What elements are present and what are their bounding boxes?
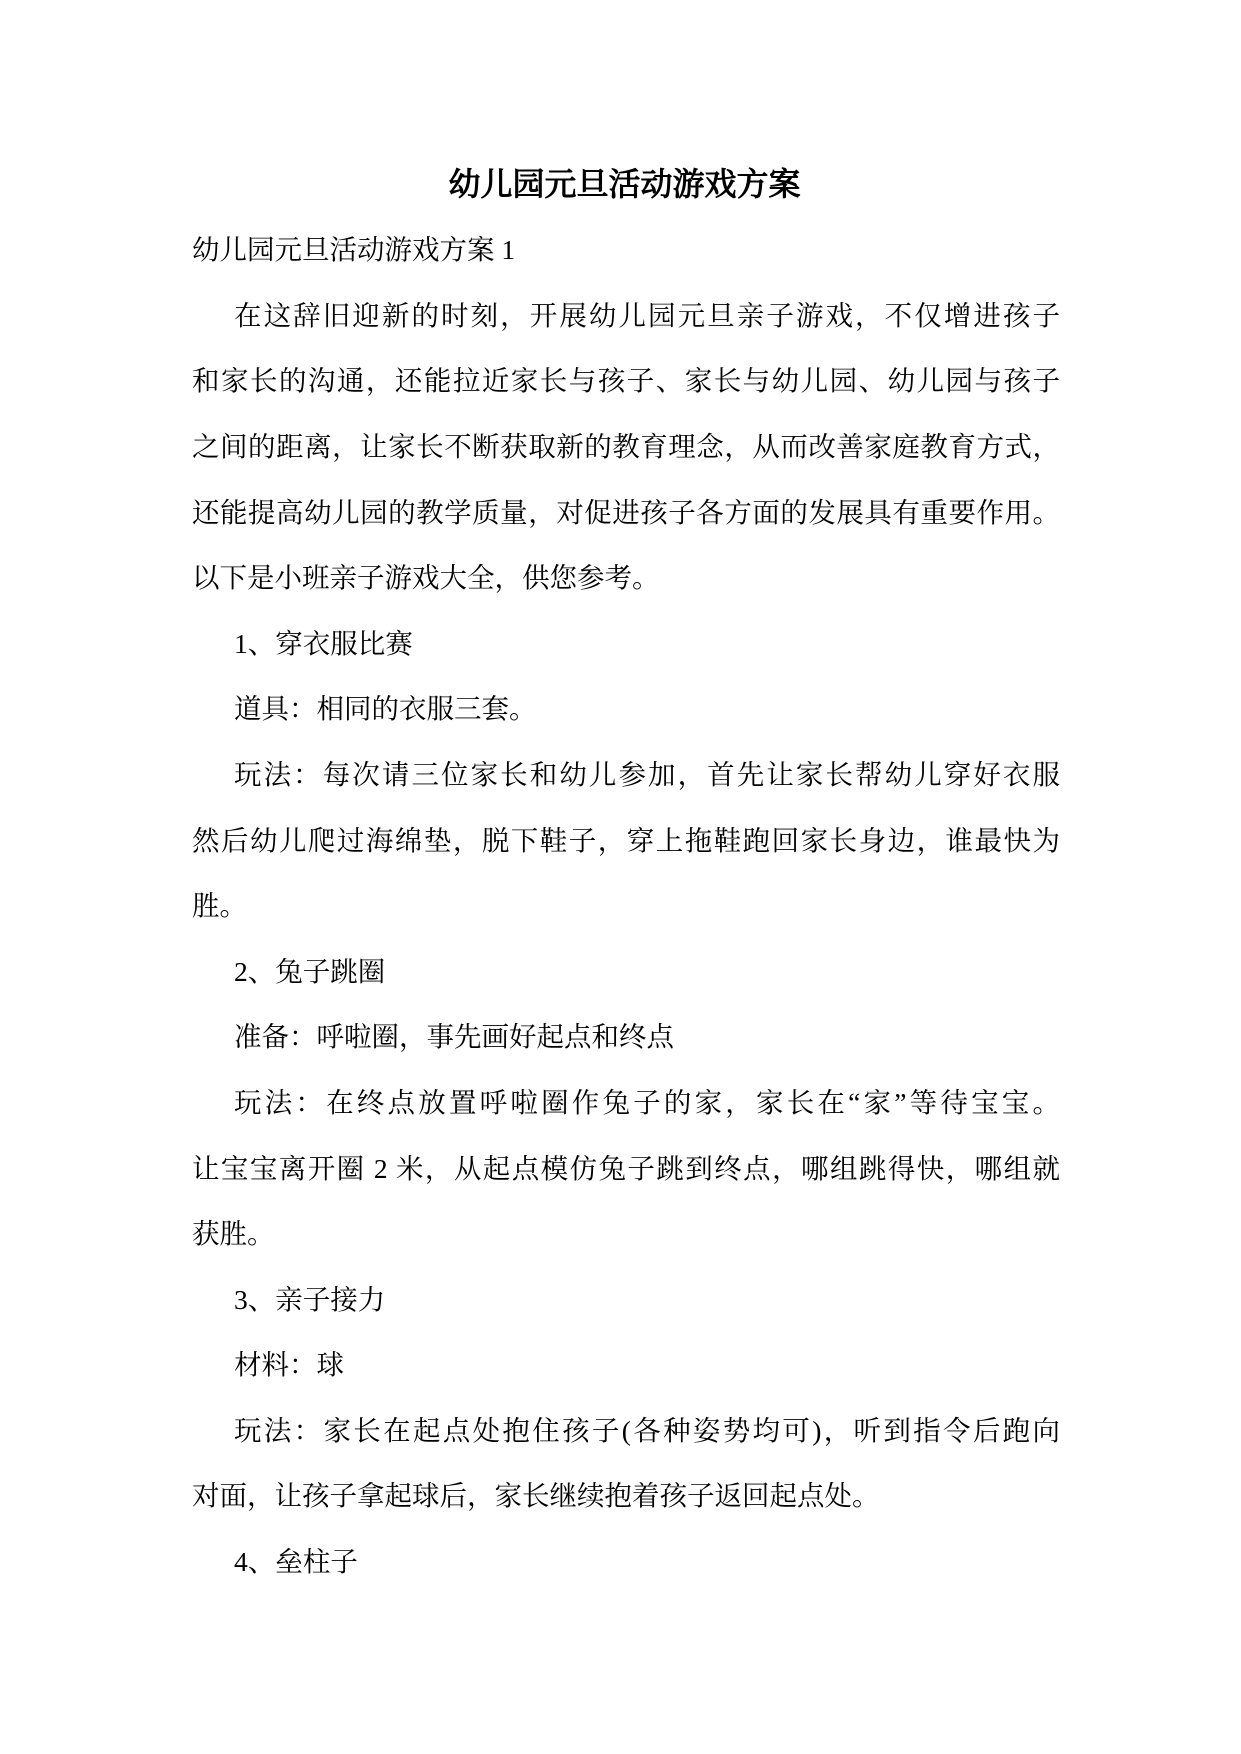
rules-paragraph [192,1398,1060,1529]
rules-paragraph [192,1070,1060,1267]
intro-paragraph [192,283,1060,611]
paragraph-line: 材料：球 [234,1349,344,1381]
plan-heading-paragraph [192,217,1060,283]
paragraph-line: 还能提高幼儿园的教学质量，对促进孩子各方面的发展具有重要作用。 [192,496,1060,528]
section-heading-paragraph [192,1529,1060,1595]
paragraph-line: 对面，让孩子拿起球后，家长继续抱着孩子返回起点处。 [192,1480,880,1512]
section-heading: 4、垒柱子 [234,1546,358,1578]
paragraph-line: 道具：相同的衣服三套。 [234,693,537,725]
section-heading: 1、穿衣服比赛 [234,627,413,659]
rules-paragraph [192,742,1060,939]
paragraph-line: 玩法：家长在起点处抱住孩子(各种姿势均可)，听到指令后跑向 [234,1414,1060,1446]
materials-paragraph [192,1332,1060,1398]
props-paragraph [192,676,1060,742]
paragraph-line: 之间的距离，让家长不断获取新的教育理念，从而改善家庭教育方式， [192,430,1060,462]
section-heading-paragraph [192,939,1060,1005]
document-body [192,217,1060,1594]
section-heading-paragraph [192,611,1060,677]
document-title: 幼儿园元旦活动游戏方案 [448,165,801,202]
paragraph-line: 玩法：每次请三位家长和幼儿参加，首先让家长帮幼儿穿好衣服 [234,758,1060,790]
section-heading-paragraph [192,1267,1060,1333]
paragraph-line: 让宝宝离开圈 2 米，从起点模仿兔子跳到终点，哪组跳得快，哪组就 [192,1152,1060,1184]
section-heading: 2、兔子跳圈 [234,955,386,987]
paragraph-line: 胜。 [192,890,247,922]
paragraph-line: 玩法：在终点放置呼啦圈作兔子的家，家长在“家”等待宝宝。 [234,1086,1060,1118]
paragraph-line: 准备：呼啦圈，事先画好起点和终点 [234,1021,674,1053]
paragraph-line: 和家长的沟通，还能拉近家长与孩子、家长与幼儿园、幼儿园与孩子 [192,365,1060,397]
paragraph-line: 在这辞旧迎新的时刻，开展幼儿园元旦亲子游戏，不仅增进孩子 [234,299,1060,331]
paragraph-line: 然后幼儿爬过海绵垫，脱下鞋子，穿上拖鞋跑回家长身边，谁最快为 [192,824,1060,856]
paragraph-line: 获胜。 [192,1218,275,1250]
plan-heading: 幼儿园元旦活动游戏方案 1 [192,234,516,266]
section-heading: 3、亲子接力 [234,1283,386,1315]
paragraph-line: 以下是小班亲子游戏大全，供您参考。 [192,562,660,594]
preparation-paragraph [192,1004,1060,1070]
